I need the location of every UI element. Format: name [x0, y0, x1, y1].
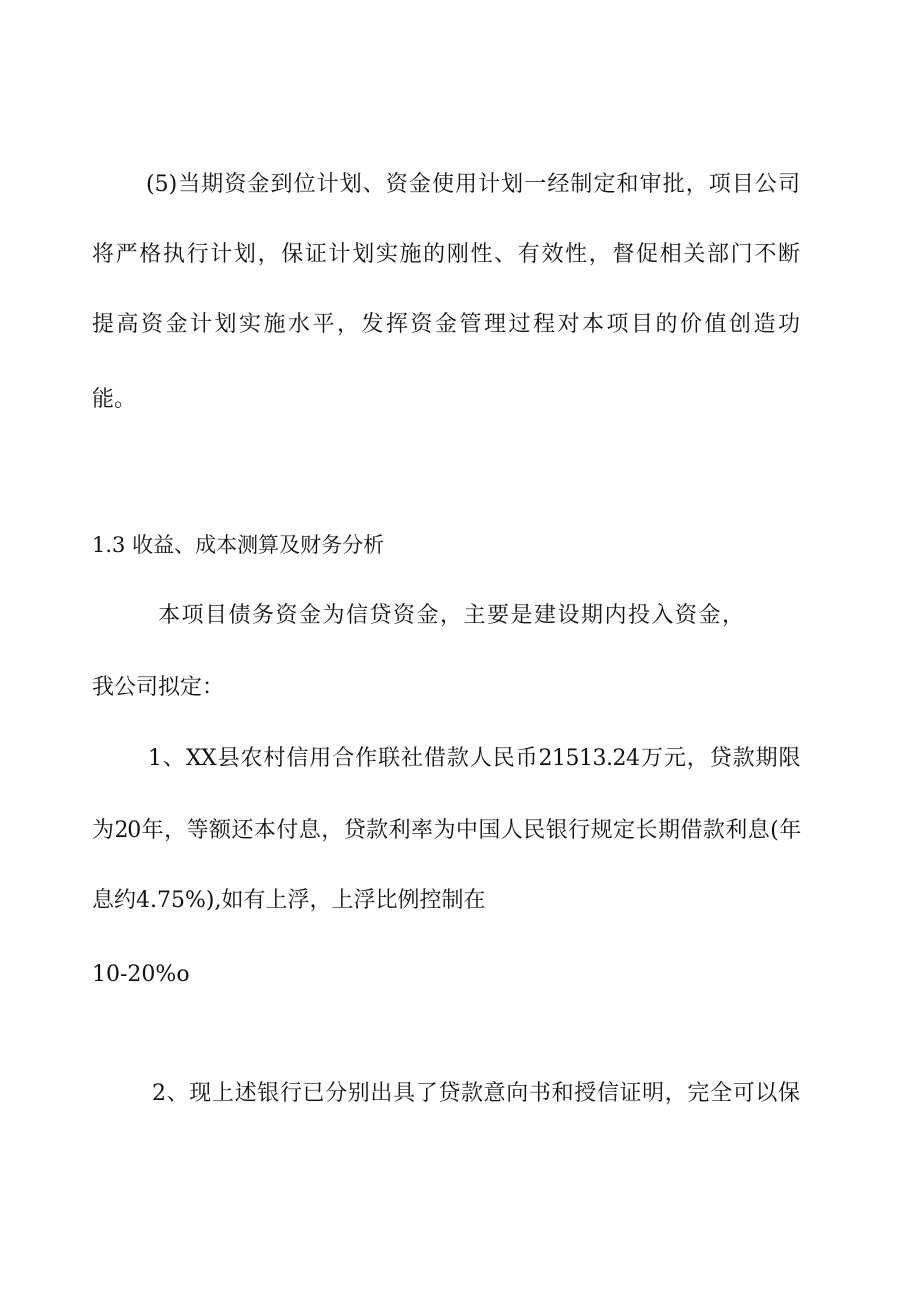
paragraph-5-line-2: 将严格执行计划，保证计划实施的刚性、有效性，督促相关部门不断: [92, 242, 800, 267]
paragraph-5-line-1: (5)当期资金到位计划、资金使用计划一经制定和审批，项目公司: [146, 172, 800, 197]
item-1-line-4: 10-20%o: [92, 962, 190, 987]
paragraph-5-line-3: 提高资金计划实施水平，发挥资金管理过程对本项目的价值创造功: [92, 312, 803, 337]
item-2-line-1: 2、现上述银行已分别出具了贷款意向书和授信证明，完全可以保: [152, 1081, 800, 1106]
item-1-line-2: 为20年，等额还本付息，贷款利率为中国人民银行规定长期借款利息(年: [92, 818, 800, 843]
item-1-line-1: 1、XX县农村信用合作联社借款人民币21513.24万元，贷款期限: [148, 746, 800, 771]
paragraph-5-line-4: 能。: [92, 387, 137, 412]
intro-line-1: 本项目债务资金为信贷资金，主要是建设期内投入资金，: [158, 603, 746, 628]
intro-line-2: 我公司拟定：: [92, 675, 225, 700]
item-1-line-3: 息约4.75%),如有上浮，上浮比例控制在: [92, 888, 486, 913]
section-heading: 1.3 收益、成本测算及财务分析: [92, 533, 385, 557]
